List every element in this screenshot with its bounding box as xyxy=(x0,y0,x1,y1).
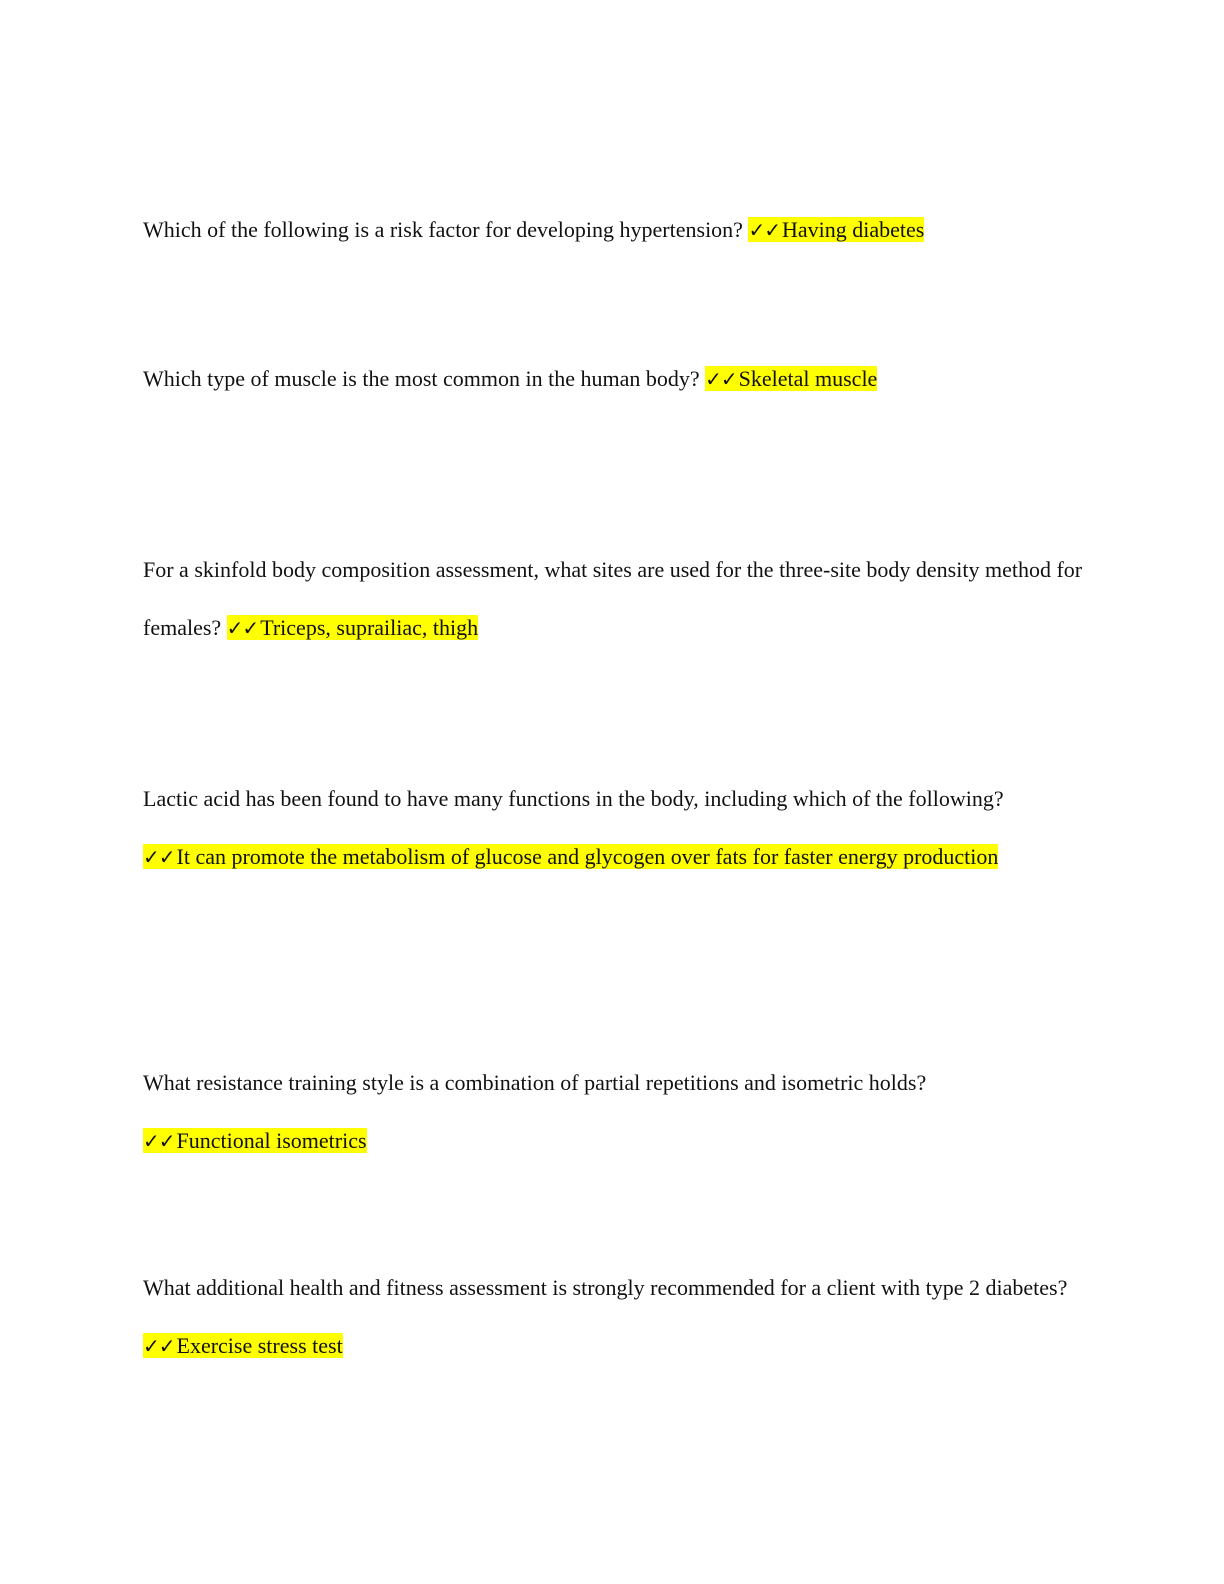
answer-highlight xyxy=(705,366,877,391)
question-text: For a skinfold body composition assessment, what sites are used for the three-site body density method for females? xyxy=(143,557,1083,640)
question-text: Which of the following is a risk factor for developing hypertension? xyxy=(143,217,743,242)
qa-item-6 xyxy=(143,1259,1093,1375)
answer-highlight xyxy=(227,615,478,640)
answer-text: Having diabetes xyxy=(781,217,925,242)
double-check-icon: ✓✓ xyxy=(143,845,175,869)
answer-text: Exercise stress test xyxy=(176,1333,343,1358)
double-check-icon: ✓✓ xyxy=(143,1129,175,1153)
qa-item-2 xyxy=(143,350,1093,408)
answer-text: Triceps, suprailiac, thigh xyxy=(260,615,479,640)
double-check-icon: ✓✓ xyxy=(705,367,737,391)
qa-item-5 xyxy=(143,1054,1093,1170)
double-check-icon: ✓✓ xyxy=(143,1334,175,1358)
answer-text: It can promote the metabolism of glucose and glycogen over fats for faster energy production xyxy=(176,844,999,869)
question-text: What additional health and fitness assessment is strongly recommended for a client with type 2 diabetes? xyxy=(143,1275,1068,1300)
qa-item-3 xyxy=(143,541,1093,657)
qa-item-4 xyxy=(143,770,1093,886)
double-check-icon: ✓✓ xyxy=(226,616,259,640)
question-text: Which type of muscle is the most common in the human body? xyxy=(143,366,700,391)
answer-highlight xyxy=(143,844,998,869)
question-text: Lactic acid has been found to have many functions in the body, including which of the following? xyxy=(143,786,1004,811)
question-text: What resistance training style is a combination of partial repetitions and isometric holds? xyxy=(143,1070,927,1095)
qa-item-1 xyxy=(143,201,1093,259)
answer-text: Skeletal muscle xyxy=(738,366,878,391)
answer-highlight xyxy=(143,1333,343,1358)
answer-highlight xyxy=(748,217,924,242)
answer-text: Functional isometrics xyxy=(176,1128,367,1153)
double-check-icon: ✓✓ xyxy=(748,218,780,242)
answer-highlight xyxy=(143,1128,367,1153)
